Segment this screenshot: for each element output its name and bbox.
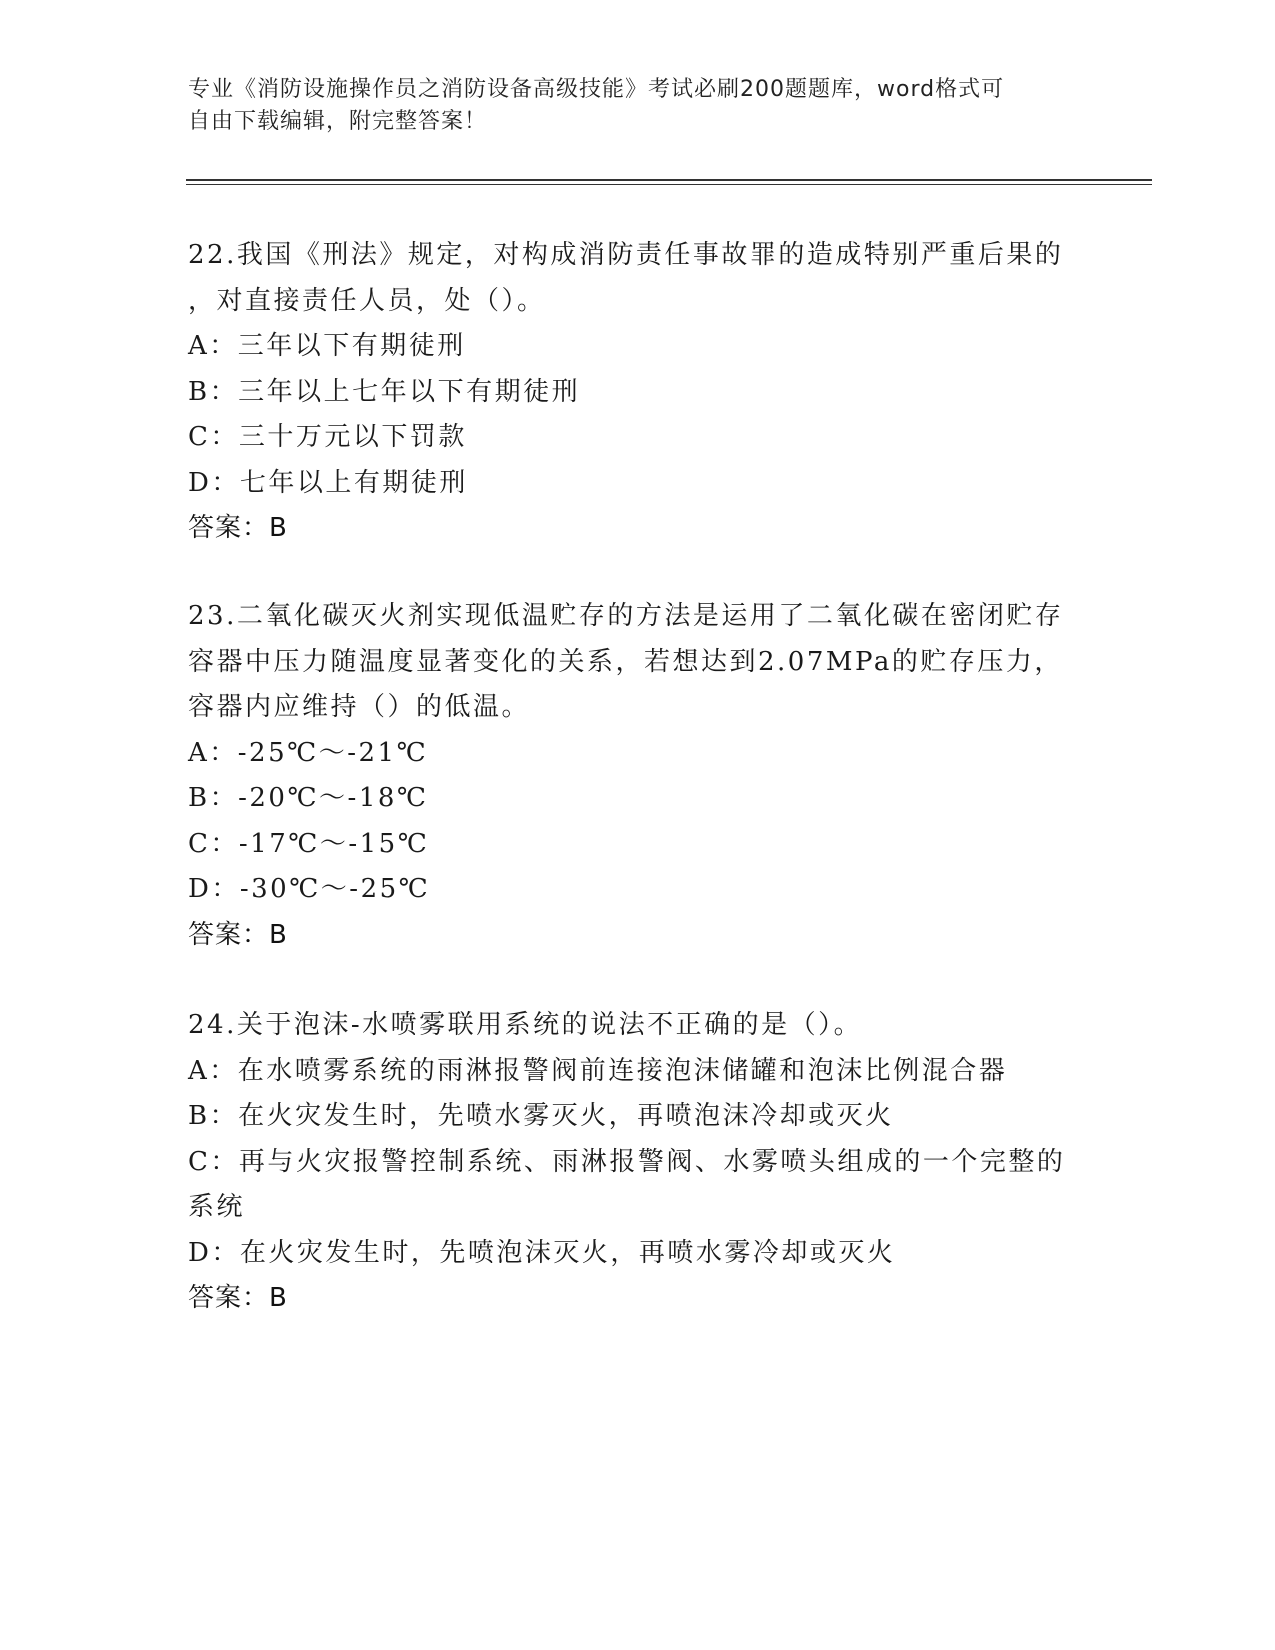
header-divider [186,179,1152,181]
question-stem: ，对直接责任人员，处（）。 [188,285,546,316]
option-a: A：在水喷雾系统的雨淋报警阀前连接泡沫储罐和泡沫比例混合器 [188,1055,1008,1086]
option-a: A：三年以下有期徒刑 [188,331,466,361]
header-line-1: 专业《消防设施操作员之消防设备高级技能》考试必刷200题题库，word格式可 [188,77,1005,102]
option-b: B：在火灾发生时，先喷水雾灭火，再喷泡沫冷却或灭火 [188,1101,894,1131]
option-c: C：-17℃～-15℃ [188,828,430,859]
option-d: D：七年以上有期徒刑 [188,467,468,498]
question-stem: 22.我国《刑法》规定，对构成消防责任事故罪的造成特别严重后果的 [188,240,1064,270]
document-header [188,74,1088,138]
option-a: A：-25℃～-21℃ [188,737,429,768]
option-c: C：三十万元以下罚款 [188,422,467,452]
question-stem: 容器内应维持（）的低温。 [188,692,531,722]
option-c-continued: 系统 [188,1192,246,1222]
answer: 答案：B [188,1283,288,1313]
question-23 [188,594,1088,958]
question-24 [188,1003,1088,1322]
option-d: D：在火灾发生时，先喷泡沫灭火，再喷水雾冷却或灭火 [188,1237,896,1268]
option-d: D：-30℃～-25℃ [188,874,431,904]
answer: 答案：B [188,513,288,543]
option-b: B：-20℃～-18℃ [188,783,429,813]
question-22 [188,233,1088,552]
option-c: C：再与火灾报警控制系统、雨淋报警阀、水雾喷头组成的一个完整的 [188,1146,1066,1177]
answer: 答案：B [188,919,288,950]
header-divider-thin [186,184,1152,185]
question-stem: 24.关于泡沫-水喷雾联用系统的说法不正确的是（）。 [188,1010,863,1040]
question-stem: 容器中压力随温度显著变化的关系，若想达到2.07MPa的贮存压力， [188,646,1063,677]
header-line-2: 自由下载编辑，附完整答案！ [188,109,488,134]
question-stem: 23.二氧化碳灭火剂实现低温贮存的方法是运用了二氧化碳在密闭贮存 [188,601,1064,631]
option-b: B：三年以上七年以下有期徒刑 [188,376,581,407]
